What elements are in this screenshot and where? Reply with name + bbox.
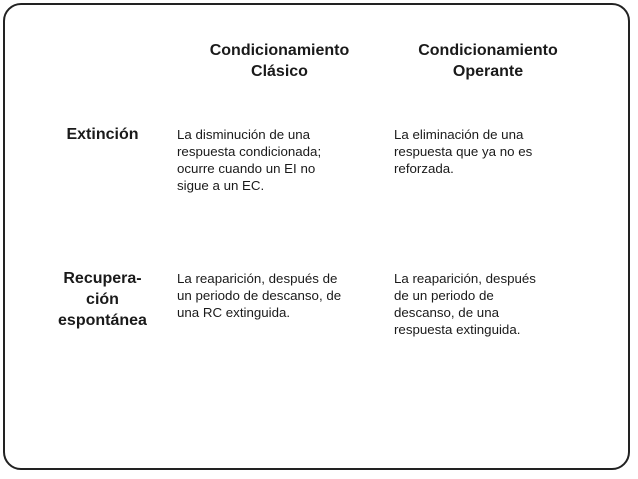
- cell-recuperacion-operante: La reaparición, después de un periodo de descanso, de una respuesta extinguida.: [394, 271, 536, 337]
- row-label-extincion: Extinción: [66, 126, 139, 143]
- cell-recuperacion-clasico: La reaparición, después de un periodo de descanso, de una RC extinguida.: [177, 271, 342, 320]
- header-condicionamiento-clasico: Condicionamiento Clásico: [209, 42, 350, 80]
- header-condicionamiento-operante: Condicionamiento Operante: [418, 42, 558, 80]
- row-label-recuperacion-espontanea: Recupera- ción espontánea: [58, 270, 147, 329]
- cell-extincion-clasico: La disminución de una respuesta condicionada; ocurre cuando un EI no sigue a un EC.: [177, 127, 322, 193]
- cell-extincion-operante: La eliminación de una respuesta que ya no es reforzada.: [394, 127, 533, 176]
